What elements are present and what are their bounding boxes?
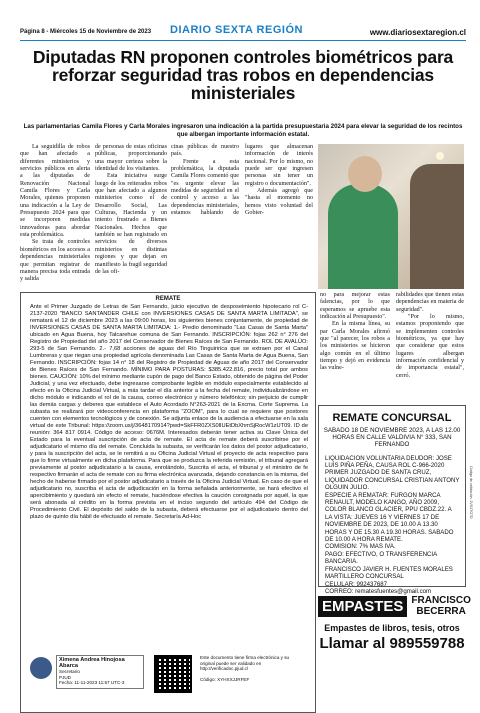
article-photo [318, 144, 464, 289]
concursal-line: MARTILLERO CONCURSAL [325, 573, 404, 581]
qr-code-icon [154, 655, 192, 693]
photo-lamp [436, 152, 444, 160]
empastes-label: EMPASTES [318, 596, 407, 617]
paragraph: rabilidades que tienen estas dependencias en materia de seguridad". [396, 292, 464, 313]
signer-card [56, 655, 144, 689]
concursal-lines [319, 449, 465, 596]
validation-text: Este documento tiene firma electrónica y su original puede ser validado en http://verificadoc.pjud.cl [200, 655, 290, 672]
paragraph: En la misma línea, su par Carla Morales afirmó que "al parecer, los robos a los ministerios se hicieron algo común en el último tiempo y dejó en evidencia las vulne- [320, 321, 390, 372]
concursal-line: COMISION: 7% MAS IVA. [325, 543, 396, 551]
concursal-line: PAGO: EFECTIVO, O TRANSFERENCIA BANCARIA. [325, 550, 437, 566]
empastes-tagline: Empastes de libros, tesis, otros [324, 623, 460, 633]
empastes-owner: FRANCISCO BECERRA [411, 595, 471, 617]
validation-note [200, 655, 300, 683]
seal-icon [30, 657, 52, 679]
signer-role: Secretario [59, 669, 80, 675]
concursal-subtitle: SABADO 18 DE NOVIEMBRE 2023, A LAS 12.00 HORAS EN CALLE VALDIVIA N° 333, SAN FERNANDO [323, 427, 461, 449]
concursal-ad [318, 405, 473, 595]
photo-figure-left [328, 184, 398, 289]
paragraph: de personas de estas oficinas públicas, proporcionando una mayor certeza sobre la identidad de los visitantes. [95, 144, 167, 173]
article-col-1 [20, 144, 90, 284]
header-rule [20, 40, 466, 41]
remate-body: Ante el Primer Juzgado de Letras de San Fernando, juicio ejecutivo de desposeimiento hipotecario rol C-2137-2020 "BANCO SANTANDER CHILE con INVERSIONES CASAS DE SANTA MARTA LIMITADA", se rematará el 12 de diciembre 2023 a las 09:00 horas, los siguientes bienes conjuntamente, de propiedad de INVERSIONES CASAS DE SANTA MARTA LIMITADA: 1.- Predio denominado "Las Casas de Santa Marta" ubicado en Agua Buena, hoy Talcarehue comuna de San Fernando. INSCRIPCIÓN: fojas 262 n° 276 del Registro de Propiedad del año 2017 del Conservador de Bienes Raíces de San Fernando. ROL DE AVALÚO: 293-5 de San Fernando. 2.- 7,68 acciones de aguas del Río Tinguiririca que se extraen por el Canal Lumbreras y que riegan una propiedad agrícola denominada Las Casas de Santa Marta de Agua Buena, San Fernando. INSCRIPCIÓN: fojas 14 n° 18 del Registro de Propiedad de Aguas de año 2017 del Conservador de Bienes Raíces de San Fernando. MÍNIMO PARA POSTURAS: $385.422.816, precio total por ambos bienes. CAUCIÓN: 10% del mínimo mediante cupón de pago del Banco Estado, obtenido de página del Poder Judicial, y una vez efectuado, debe ingresarse comprobante legible en módulo especialmente establecido al efecto en la Oficina Judicial Virtual, a más tardar el día anterior a la fecha del remate, individualizándose en dicho módulo e indicando el rol de la causa, correo electrónico y número telefónico; sin perjuicio de cumplir las demás cargas y deberes que establece el Auto Acordado N°263-2021 de la Excma. Corte Suprema. La subasta se realizará por videoconferencia en plataforma "ZOOM", para lo cual se requiere que postores cuenten con elementos tecnológicos y de conexión. Se adjunta enlace de la audiencia a efectuarse en la sala virtual de este Tribunal: https://zoom.us/j/3648170914?pwd=SkFFR0ZXS0lIUEtDbXhmSjRocW1zUT09. ID de reunión: 364 817 0914. Código de acceso: 0676M. Interesados deberán tener activa su Clave Única del Estado para la eventual suscripción de acta de remate. El acta de remate deberá suscribirse por el adjudicatario el mismo día del remate. Concluida la subasta, se verificarán los datos del postor adjudicatario, y para la suscripción del acta, se le remitirá a su Oficina Judicial Virtual el proyecto de acta respectivo para que lo firme virtualmente en dicha plataforma. Para que se produzca la referida remisión, el tribunal agregará previamente al postor adjudicatario a la causa, enrolándolo, Suscrita el acta, el tribunal y el ministro de fe respectivo firmarán el acta de remate con su firma electrónica avanzada, dejando constancia en la misma, del hecho de haberse firmado por el postor adjudicatario a través de la Oficina Judicial Virtual. En caso de que el adjudicatario no, suscriba el acta de adjudicación en la forma señalada anteriormente, se hará efectivo el apercibimiento y quedará sin efecto el remate, haciéndose efectiva la caución consignada por aquél, la que será abonada al crédito en la forma prevista en el inciso segundo del artículo 494 del Código de Procedimiento Civil. El depósito del saldo de la subasta, deberá efectuarse por el adjudicatario dentro del plazo de quinto día hábil de efectuado el remate. Secretaría Ad-Hoc [30, 304, 308, 520]
signer-org: PJUD [59, 674, 71, 680]
concursal-line: FRANCISCO JAVIER H. FUENTES MORALES [325, 565, 453, 573]
article-col-4 [320, 292, 390, 373]
concursal-title: REMATE CONCURSAL [332, 412, 452, 424]
photo-figure-head [348, 156, 382, 192]
validation-code: Código: XYHXXJJRFEF [200, 677, 250, 683]
paragraph: Además agregó que "hasta el momento no hemos visto voluntad del Gobier- [245, 188, 313, 217]
empastes-phone[interactable]: Llamar al 989559788 [319, 635, 465, 652]
page-number: Página 8 - Miércoles 15 de Noviembre de 2023 [20, 29, 152, 35]
remate-tag: REMATE [155, 296, 181, 302]
paragraph: "Por lo mismo, estamos proponiendo que se implementen controles biométricos, ya que hay que considerar que estos lugares albergan información confidencial y de importancia estatal", cerró. [396, 314, 464, 379]
concursal-line: CELULAR: 992437687 [325, 580, 387, 588]
signer-name: Ximena Andrea Hinojosa Abarca [59, 657, 125, 669]
photo-figure-right [410, 164, 464, 289]
empastes-ad [318, 595, 471, 676]
article-col-3 [171, 144, 313, 217]
remate-notice [20, 292, 316, 713]
concursal-line: LIQUIDACION VOLUNTARIA DEUDOR: JOSE LUIS PIÑA PEÑA, CAUSA ROL C-966-2020 PRIMER JUZGADO DE SANTA CRUZ, LIQUIDADOR CONCURSAL CRISTIAN ANTONY OLGUIN JULIO. [325, 454, 460, 492]
paragraph: cinas públicas de nuestro país. [171, 144, 239, 158]
article-lede: Las parlamentarias Camila Flores y Carla Morales ingresaron una indicación a la partida presupuestaria 2024 para elevar la seguridad de los recintos que albergan importante información estatal. [23, 123, 463, 138]
paragraph: La seguidilla de robos que han afectado a diferentes ministerios y servicios públicos en alerta a las diputadas de Renovación Nacional Camila Flores y Carla Morales, quienes proponen una indicación a la Ley de Presupuesto 2024 para que se incorporen medidas innovadoras para abordar esta problemática. [20, 144, 90, 239]
empastes-header [318, 595, 471, 617]
article-headline: Diputadas RN proponen controles biométricos para reforzar seguridad tras robos en dependencias ministeriales [32, 47, 454, 103]
paragraph: Esta iniciativa surge luego de los reiterados robos que han afectado a algunos ministerios como el de Desarrollo Social, Las Culturas, Hacienda y un intento frustrado a Bienes Nacionales. Hechos que también se han registrado en servicios de diversos ministerios en distintas regiones y que dejan en manifiesto la fragil seguridad de las ofi- [95, 173, 167, 275]
paragraph: Se trata de controles biométricos en los accesos a dependencias ministeriales que permitan registrar de manera precisa toda entrada y salida [20, 239, 90, 283]
newspaper-brand: DIARIO SEXTA REGIÓN [170, 24, 303, 36]
page-header [20, 26, 466, 38]
concursal-line[interactable]: CORREO: rematesfuentes@gmail.com [325, 587, 432, 595]
article-col-5 [396, 292, 464, 380]
signature-block [30, 655, 308, 713]
article-col-2 [95, 144, 167, 276]
paragraph: no para mejorar estas falencias, por lo que esperamos se apruebe esta indicación al Presupuesto". [320, 292, 390, 321]
paragraph: Frente a esta problemática, la diputada Camila Flores comentó que "es urgente elevar las medidas de seguridad en el control y acceso a las dependencias ministeriales, estamos hablando de lugares que almacenan información de interés nacional. Por lo mismo, no puede ser que ingresen personas sin tener un registro o documentación". [171, 144, 313, 217]
newspaper-url[interactable]: www.diariosextaregion.cl [369, 27, 466, 37]
concursal-line: ESPECIE A REMATAR: FURGON MARCA RENAULT, MODELO KANGO, AÑO 2009, COLOR BLANCO GLACIER, PPU CBDZ.22. A LA VISTA: JUEVES 16 Y VIERNES 17 DE NOVIEMBRE DE 2023, DE 10.00 A 13.30 HORAS Y DE 15.30 A 19.30 HORAS. SABADO DE 10.00 A HORA REMATE. [325, 491, 454, 544]
signer-date: Fecha: 11-11-2023 11:57 UTC-3 [59, 680, 125, 686]
concursal-side-code: Código de validación: 2VGJTG7D [469, 466, 473, 519]
